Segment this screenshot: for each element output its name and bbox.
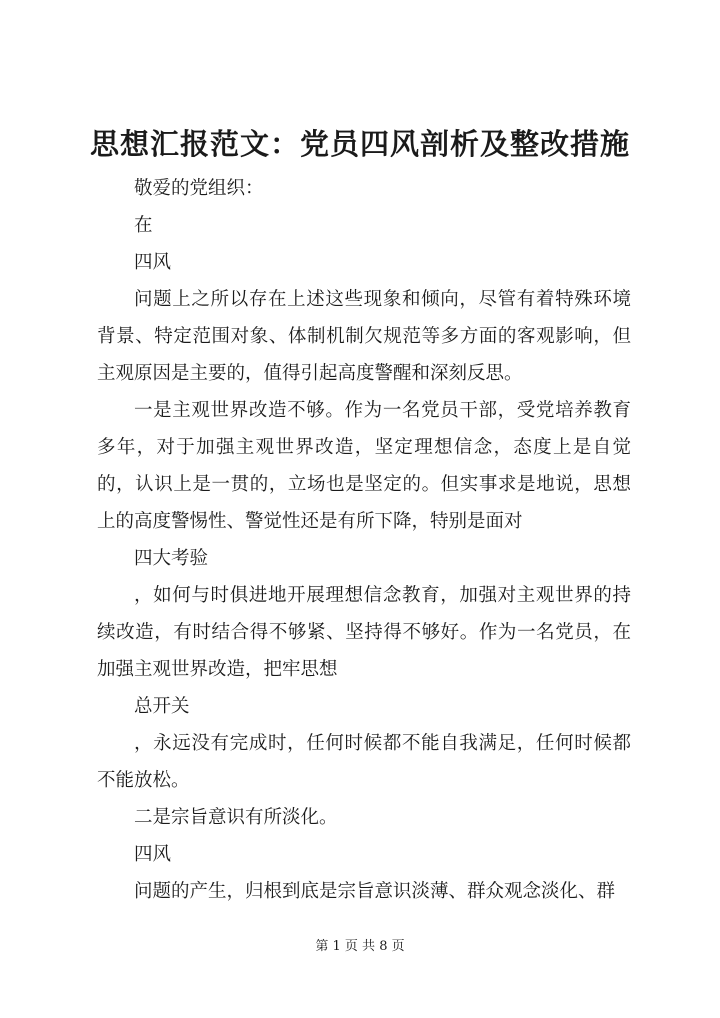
document-body — [97, 170, 631, 910]
paragraph: 四大考验 — [134, 548, 209, 569]
paragraph: 问题的产生，归根到底是宗旨意识淡薄、群众观念淡化、群 — [134, 881, 616, 902]
document-title: 思想汇报范文：党员四风剖析及整改措施 — [89, 127, 630, 161]
paragraph: ，永远没有完成时，任何时候都不能自我满足，任何时候都不能放松。 — [97, 733, 631, 791]
paragraph: ，如何与时俱进地开展理想信念教育，加强对主观世界的持续改造，有时结合得不够紧、坚持得不够好。作为一名党员，在加强主观世界改造，把牢思想 — [97, 585, 631, 680]
paragraph-salutation: 敬爱的党组织： — [134, 178, 264, 199]
paragraph: 问题上之所以存在上述这些现象和倾向，尽管有着特殊环境背景、特定范围对象、体制机制欠规范等多方面的客观影响，但主观原因是主要的，值得引起高度警醒和深刻反思。 — [97, 289, 631, 384]
paragraph: 总开关 — [134, 696, 190, 717]
paragraph: 四风 — [134, 252, 172, 273]
page-number-footer: 第 1 页 共 8 页 — [315, 939, 405, 954]
paragraph: 一是主观世界改造不够。作为一名党员干部，受党培养教育多年，对于加强主观世界改造，坚定理想信念，态度上是自觉的，认识上是一贯的，立场也是坚定的。但实事求是地说，思想上的高度警惕性、警觉性还是有所下降，特别是面对 — [97, 400, 631, 532]
paragraph: 二是宗旨意识有所淡化。 — [134, 807, 338, 828]
paragraph: 四风 — [134, 844, 172, 865]
paragraph: 在 — [134, 215, 153, 236]
